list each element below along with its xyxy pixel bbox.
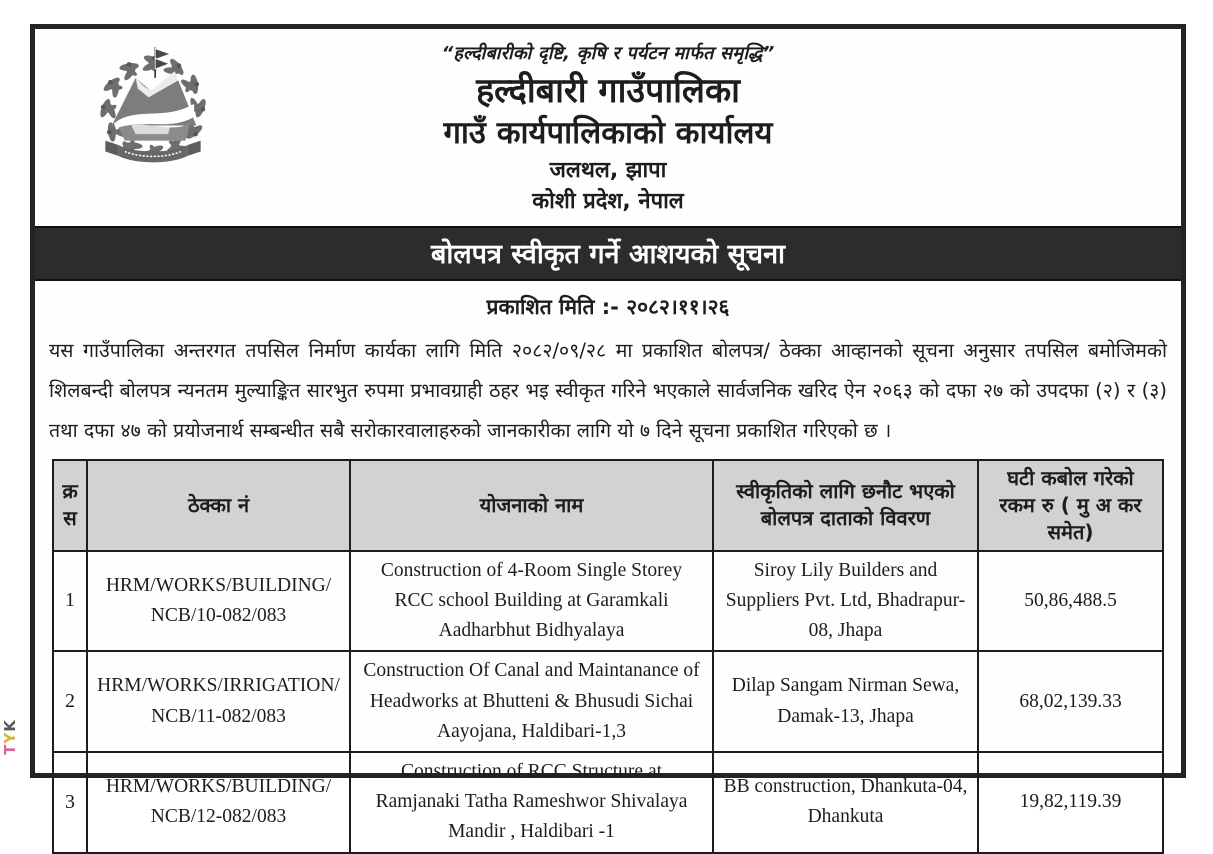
col-header-serial: क्र स — [53, 460, 87, 551]
table-row — [53, 651, 1163, 752]
cell-bidder: Dilap Sangam Nirman Sewa, Damak-13, Jhapa — [713, 651, 978, 752]
watermark-letter: Y — [0, 731, 19, 744]
table-header-row — [53, 460, 1163, 551]
table-row — [53, 551, 1163, 652]
cell-contract-no: HRM/WORKS/IRRIGATION/ NCB/11-082/083 — [87, 651, 350, 752]
cell-serial: 2 — [53, 651, 87, 752]
cell-contract-no: HRM/WORKS/BUILDING/ NCB/10-082/083 — [87, 551, 350, 652]
scan-watermark — [1, 719, 19, 755]
col-header-contract-no: ठेक्का नं — [87, 460, 350, 551]
cell-amount: 19,82,119.39 — [978, 752, 1163, 853]
cell-contract-no: HRM/WORKS/BUILDING/ NCB/12-082/083 — [87, 752, 350, 853]
published-date: प्रकाशित मिति :- २०८२।११।२६ — [486, 294, 730, 319]
cell-serial: 3 — [53, 752, 87, 853]
notice-body-paragraph: यस गाउँपालिका अन्तरगत तपसिल निर्माण कार्यका लागि मिति २०८२/०९/२८ मा प्रकाशित बोलपत्र/ ठेक्का आव्हानको सूचना अनुसार तपसिल बमोजिमको शिलबन्दी बोलपत्र न्यनतम मुल्याङ्कित सारभुत रुपमा प्रभावग्राही ठहर भइ स्वीकृत गरिने भएकाले सार्वजनिक खरिद ऐन २०६३ को दफा २७ को उपदफा (२) र (३) तथा दफा ४७ को प्रयोजनार्थ सम्बन्धीत सबै सरोकारवालाहरुको जानकारीका लागि यो ७ दिने सूचना प्रकाशित गरिएको छ । — [49, 338, 1167, 442]
table-row — [53, 752, 1163, 853]
document-border-frame — [30, 24, 1186, 843]
watermark-letter: T — [0, 743, 19, 755]
ribbon-banner — [105, 141, 200, 163]
office-name: गाउँ कार्यपालिकाको कार्यालय — [443, 115, 773, 151]
municipality-name: हल्दीबारी गाउँपालिका — [476, 70, 740, 111]
tender-table — [52, 459, 1164, 854]
notice-title-banner: बोलपत्र स्वीकृत गर्ने आशयको सूचना — [35, 226, 1181, 281]
nepal-flag — [155, 48, 170, 78]
col-header-project-name: योजनाको नाम — [350, 460, 713, 551]
col-header-bid-amount: घटी कबोल गरेको रकम रु ( मु अ कर समेत) — [978, 460, 1163, 551]
cell-serial: 1 — [53, 551, 87, 652]
cell-amount: 68,02,139.33 — [978, 651, 1163, 752]
address-line-2: कोशी प्रदेश, नेपाल — [532, 189, 684, 215]
cell-project-name: Construction of 4-Room Single Storey RCC school Building at Garamkali Aadharbhut Bidhyalaya — [350, 551, 713, 652]
cell-amount: 50,86,488.5 — [978, 551, 1163, 652]
nepal-emblem-logo — [77, 41, 229, 171]
cell-project-name: Construction of RCC Structure at Ramjanaki Tatha Rameshwor Shivalaya Mandir , Haldibari -1 — [350, 752, 713, 853]
address-line-1: जलथल, झापा — [549, 157, 667, 183]
municipality-slogan: “हल्दीबारीको दृष्टि, कृषि र पर्यटन मार्फत समृद्धि” — [441, 43, 775, 64]
watermark-letter: K — [0, 719, 19, 732]
cell-bidder: Siroy Lily Builders and Suppliers Pvt. Ltd, Bhadrapur-08, Jhapa — [713, 551, 978, 652]
cell-project-name: Construction Of Canal and Maintanance of Headworks at Bhutteni & Bhusudi Sichai Aayojana, Haldibari-1,3 — [350, 651, 713, 752]
col-header-selected-bidder: स्वीकृतिको लागि छनौट भएको बोलपत्र दाताको विवरण — [713, 460, 978, 551]
cell-bidder: BB construction, Dhankuta-04, Dhankuta — [713, 752, 978, 853]
